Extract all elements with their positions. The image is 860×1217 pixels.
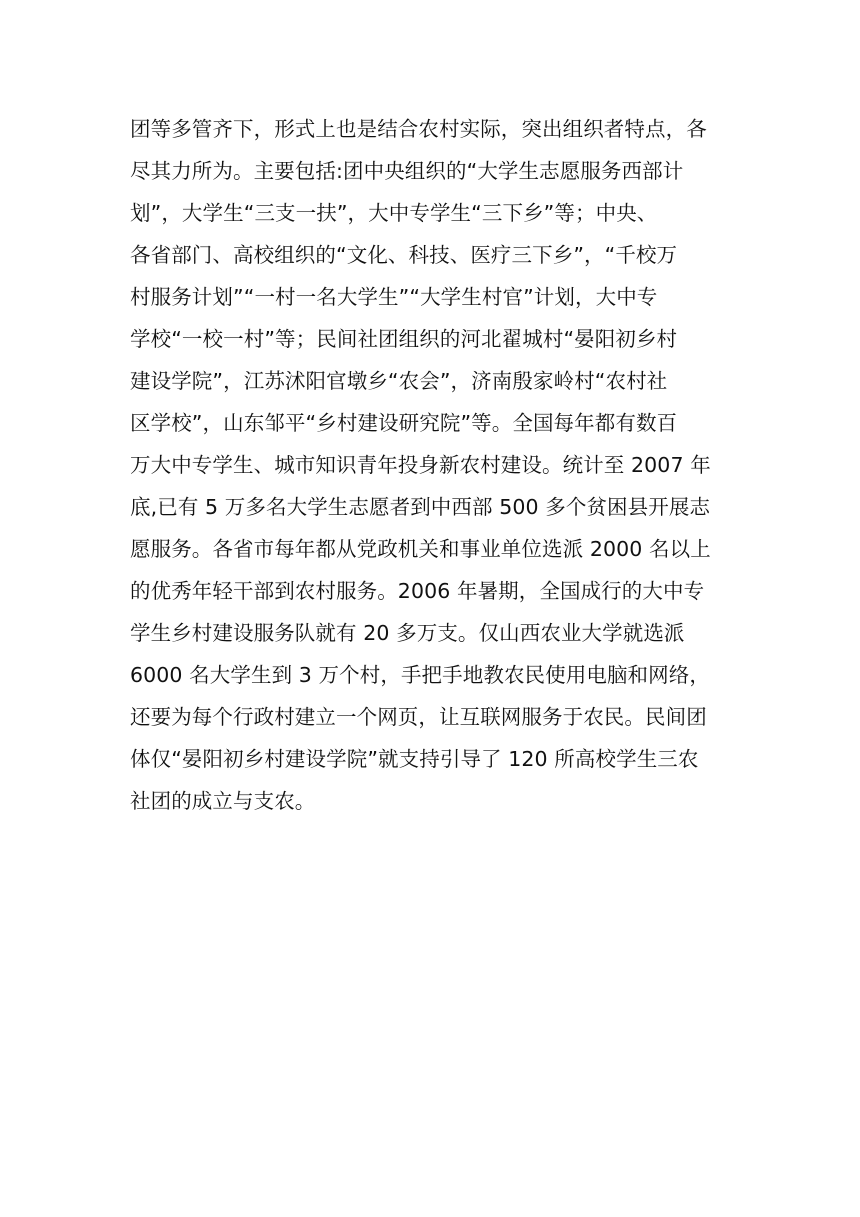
text-line: 尽其力所为。主要包括:团中央组织的“大学生志愿服务西部计 <box>130 159 684 183</box>
text-line: 团等多管齐下，形式上也是结合农村实际，突出组织者特点，各 <box>130 117 707 141</box>
text-line: 划”，大学生“三支一扶”，大中专学生“三下乡”等；中央、 <box>130 201 658 225</box>
text-line: 建设学院”，江苏沭阳官墩乡“农会”，济南殷家岭村“农村社 <box>130 369 668 393</box>
text-line: 社团的成立与支农。 <box>130 789 316 813</box>
text-line: 底,已有 5 万多名大学生志愿者到中西部 500 多个贫困县开展志 <box>130 495 711 519</box>
text-line: 村服务计划”“一村一名大学生”“大学生村官”计划，大中专 <box>130 285 658 309</box>
text-line: 区学校”，山东邹平“乡村建设研究院”等。全国每年都有数百 <box>130 411 678 435</box>
text-line: 体仅“晏阳初乡村建设学院”就支持引导了 120 所高校学生三农 <box>130 747 699 771</box>
text-line: 还要为每个行政村建立一个网页，让互联网服务于农民。民间团 <box>130 705 707 729</box>
text-line: 愿服务。各省市每年都从党政机关和事业单位选派 2000 名以上 <box>130 537 711 561</box>
text-line: 万大中专学生、城市知识青年投身新农村建设。统计至 2007 年 <box>130 453 711 477</box>
text-line: 6000 名大学生到 3 万个村，手把手地教农民使用电脑和网络， <box>130 663 710 687</box>
text-line: 的优秀年轻干部到农村服务。2006 年暑期，全国成行的大中专 <box>130 579 705 603</box>
text-line: 学校“一校一村”等；民间社团组织的河北翟城村“晏阳初乡村 <box>130 327 678 351</box>
text-line: 学生乡村建设服务队就有 20 多万支。仅山西农业大学就选派 <box>130 621 685 645</box>
text-line: 各省部门、高校组织的“文化、科技、医疗三下乡”，“千校万 <box>130 243 678 267</box>
body-paragraph <box>130 108 750 822</box>
